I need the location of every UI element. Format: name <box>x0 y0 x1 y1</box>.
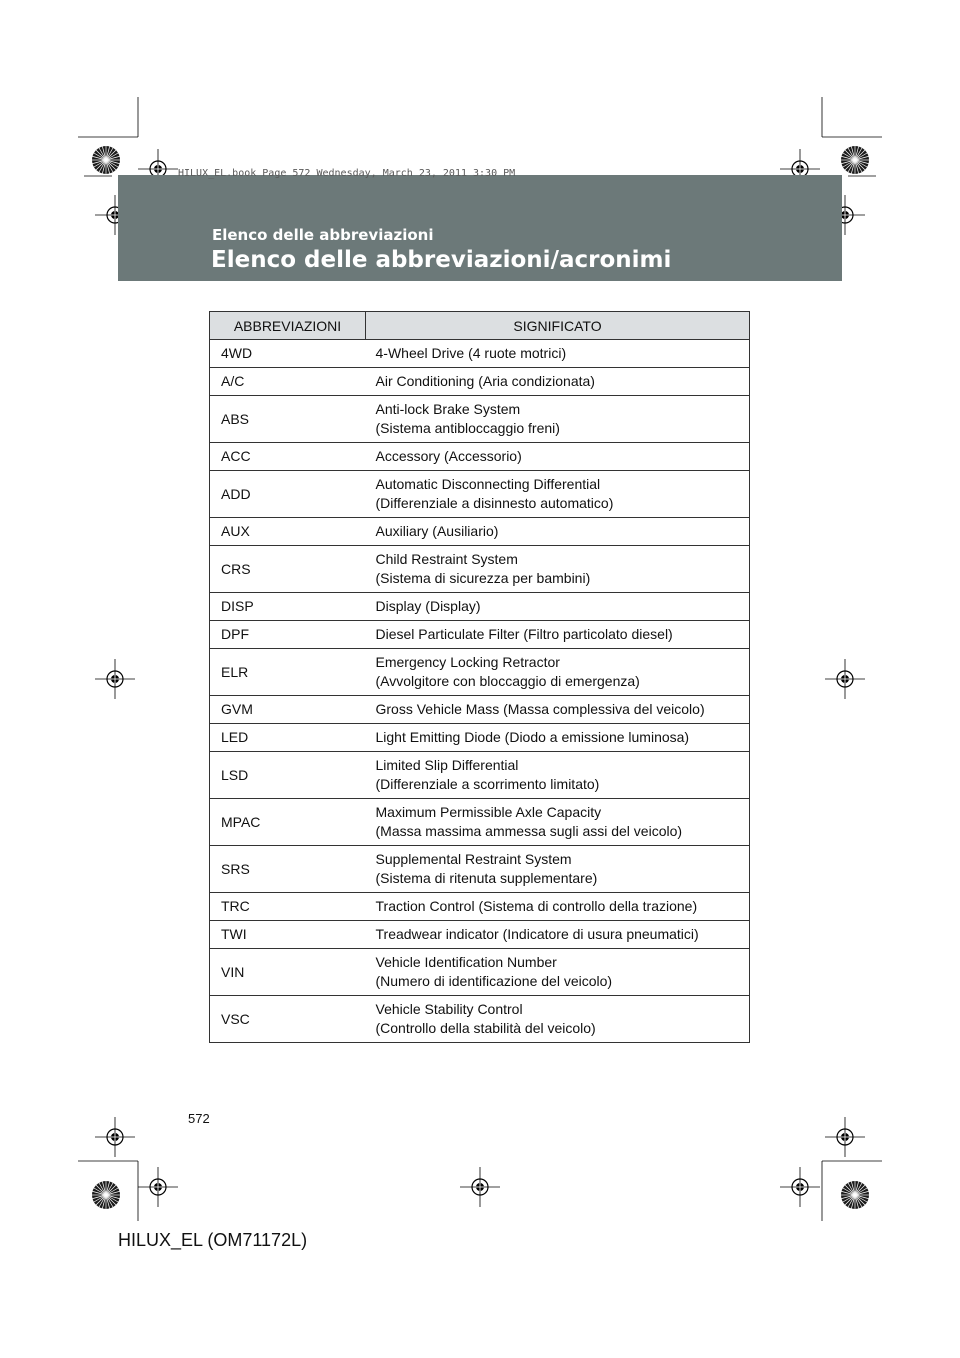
meaning-line: Supplemental Restraint System <box>375 851 572 867</box>
table-header-row <box>210 312 750 340</box>
abbreviation-cell: CRS <box>210 546 366 593</box>
meaning-line: Traction Control (Sistema di controllo della trazione) <box>375 898 698 914</box>
meaning-line: (Numero di identificazione del veicolo) <box>375 973 613 989</box>
meaning-line: Light Emitting Diode (Diodo a emissione luminosa) <box>375 729 690 745</box>
meaning-line: Anti-lock Brake System <box>375 401 521 417</box>
meaning-line: Diesel Particulate Filter (Filtro particolato diesel) <box>375 626 673 642</box>
print-stamp: HILUX_EL.book Page 572 Wednesday, March 23, 2011 3:30 PM <box>178 168 516 179</box>
star-target-icon <box>841 1181 869 1209</box>
meaning-cell <box>366 368 750 396</box>
abbreviation-cell: ACC <box>210 443 366 471</box>
abbreviation-cell: VSC <box>210 996 366 1043</box>
abbreviation-cell: DPF <box>210 621 366 649</box>
meaning-cell <box>366 518 750 546</box>
column-header-meaning: SIGNIFICATO <box>366 312 750 340</box>
table-row <box>210 368 750 396</box>
table-row <box>210 846 750 893</box>
meaning-line: (Differenziale a disinnesto automatico) <box>375 495 614 511</box>
abbreviation-cell: 4WD <box>210 340 366 368</box>
meaning-line: Child Restraint System <box>375 551 518 567</box>
meaning-line: 4-Wheel Drive (4 ruote motrici) <box>375 345 567 361</box>
abbreviation-cell: A/C <box>210 368 366 396</box>
star-target-icon <box>841 146 869 174</box>
abbreviation-cell: MPAC <box>210 799 366 846</box>
meaning-line: (Controllo della stabilità del veicolo) <box>375 1020 596 1036</box>
meaning-line: (Differenziale a scorrimento limitato) <box>375 776 600 792</box>
meaning-line: Automatic Disconnecting Differential <box>375 476 601 492</box>
meaning-cell <box>366 621 750 649</box>
meaning-cell <box>366 921 750 949</box>
meaning-cell <box>366 443 750 471</box>
table-row <box>210 546 750 593</box>
table-row <box>210 724 750 752</box>
page-number: 572 <box>188 1111 210 1126</box>
meaning-line: (Avvolgitore con bloccaggio di emergenza) <box>375 673 640 689</box>
registration-target-icon <box>95 1117 135 1157</box>
meaning-line: Treadwear indicator (Indicatore di usura pneumatici) <box>375 926 699 942</box>
meaning-line: Limited Slip Differential <box>375 757 519 773</box>
meaning-cell <box>366 949 750 996</box>
registration-target-icon <box>460 1167 500 1207</box>
table-row <box>210 893 750 921</box>
meaning-line: (Sistema di ritenuta supplementare) <box>375 870 598 886</box>
abbreviation-cell: LED <box>210 724 366 752</box>
meaning-cell <box>366 649 750 696</box>
table-body <box>210 340 750 1043</box>
meaning-line: Emergency Locking Retractor <box>375 654 560 670</box>
meaning-line: Air Conditioning (Aria condizionata) <box>375 373 595 389</box>
meaning-line: Maximum Permissible Axle Capacity <box>375 804 602 820</box>
meaning-cell <box>366 893 750 921</box>
abbreviation-cell: VIN <box>210 949 366 996</box>
table-row <box>210 996 750 1043</box>
table-row <box>210 396 750 443</box>
abbreviation-cell: ADD <box>210 471 366 518</box>
meaning-line: (Sistema antibloccaggio freni) <box>375 420 560 436</box>
registration-target-icon <box>138 1167 178 1207</box>
meaning-cell <box>366 546 750 593</box>
meaning-line: Vehicle Stability Control <box>375 1001 523 1017</box>
meaning-cell <box>366 593 750 621</box>
abbreviation-cell: ABS <box>210 396 366 443</box>
meaning-line: Accessory (Accessorio) <box>375 448 522 464</box>
meaning-line: Gross Vehicle Mass (Massa complessiva del veicolo) <box>375 701 705 717</box>
meaning-line: Vehicle Identification Number <box>375 954 557 970</box>
model-code: HILUX_EL (OM71172L) <box>118 1230 308 1250</box>
table-row <box>210 340 750 368</box>
table-row <box>210 621 750 649</box>
abbreviation-cell: ELR <box>210 649 366 696</box>
abbreviation-cell: DISP <box>210 593 366 621</box>
table-row <box>210 471 750 518</box>
star-target-icon <box>92 1181 120 1209</box>
table-row <box>210 696 750 724</box>
table-row <box>210 593 750 621</box>
registration-target-icon <box>95 659 135 699</box>
meaning-line: (Sistema di sicurezza per bambini) <box>375 570 591 586</box>
meaning-cell <box>366 471 750 518</box>
meaning-line: Auxiliary (Ausiliario) <box>375 523 499 539</box>
page-title: Elenco delle abbreviazioni/acronimi <box>211 247 672 273</box>
abbreviations-table <box>209 311 750 1043</box>
meaning-cell <box>366 396 750 443</box>
meaning-cell <box>366 846 750 893</box>
meaning-line: (Massa massima ammessa sugli assi del veicolo) <box>375 823 683 839</box>
abbreviation-cell: SRS <box>210 846 366 893</box>
section-label: Elenco delle abbreviazioni <box>212 226 434 244</box>
meaning-cell <box>366 996 750 1043</box>
table-row <box>210 443 750 471</box>
meaning-line: Display (Display) <box>375 598 481 614</box>
abbreviation-cell: AUX <box>210 518 366 546</box>
meaning-cell <box>366 340 750 368</box>
table-row <box>210 799 750 846</box>
table-row <box>210 752 750 799</box>
abbreviation-cell: TWI <box>210 921 366 949</box>
meaning-cell <box>366 752 750 799</box>
abbreviation-cell: TRC <box>210 893 366 921</box>
table-row <box>210 949 750 996</box>
table-row <box>210 518 750 546</box>
meaning-cell <box>366 724 750 752</box>
table-row <box>210 921 750 949</box>
star-target-icon <box>92 146 120 174</box>
column-header-abbreviations: ABBREVIAZIONI <box>210 312 366 340</box>
registration-target-icon <box>780 1167 820 1207</box>
meaning-cell <box>366 799 750 846</box>
table-row <box>210 649 750 696</box>
meaning-cell <box>366 696 750 724</box>
abbreviation-cell: GVM <box>210 696 366 724</box>
registration-target-icon <box>825 659 865 699</box>
registration-target-icon <box>825 1117 865 1157</box>
abbreviation-cell: LSD <box>210 752 366 799</box>
